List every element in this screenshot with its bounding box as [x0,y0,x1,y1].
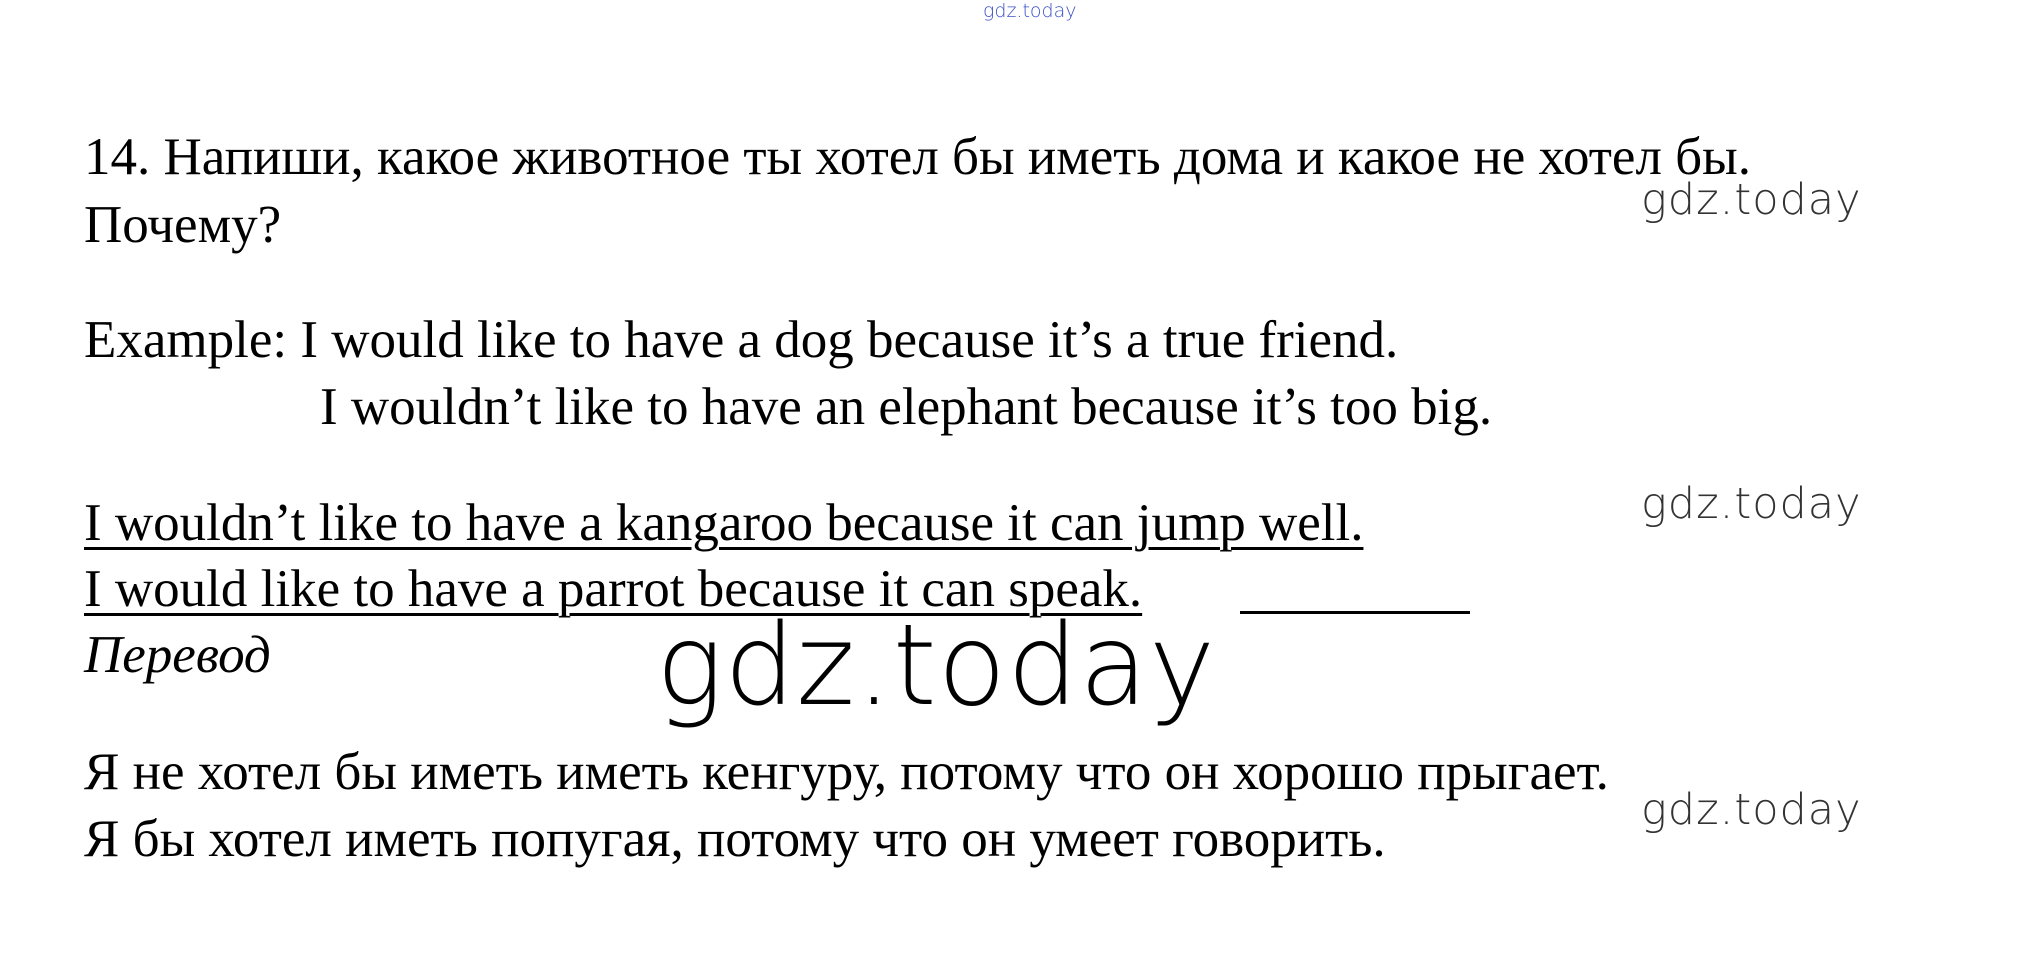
translation-line-1: Я не хотел бы иметь иметь кенгуру, потому что он хорошо прыгает. [84,743,1609,801]
answer-line-2-underline-extension [1240,611,1470,614]
watermark-top: gdz.today [983,0,1077,22]
example-line-2: I wouldn’t like to have an elephant because it’s too big. [320,378,1493,436]
watermark-center: gdz.today [656,601,1217,731]
watermark-right-3: gdz.today [1641,785,1862,835]
task-line-1: 14. Напиши, какое животное ты хотел бы иметь дома и какое не хотел бы. [84,128,1751,186]
task-line-2: Почему? [84,196,282,254]
watermark-right-2: gdz.today [1641,479,1862,529]
watermark-right-1: gdz.today [1641,175,1862,225]
answer-line-1: I wouldn’t like to have a kangaroo because it can jump well. [84,494,1364,552]
translation-heading: Перевод [84,626,271,684]
example-line-1: Example: I would like to have a dog because it’s a true friend. [84,311,1399,369]
answer-line-2: I would like to have a parrot because it can speak. [84,560,1143,618]
translation-line-2: Я бы хотел иметь попугая, потому что он умеет говорить. [84,810,1386,868]
